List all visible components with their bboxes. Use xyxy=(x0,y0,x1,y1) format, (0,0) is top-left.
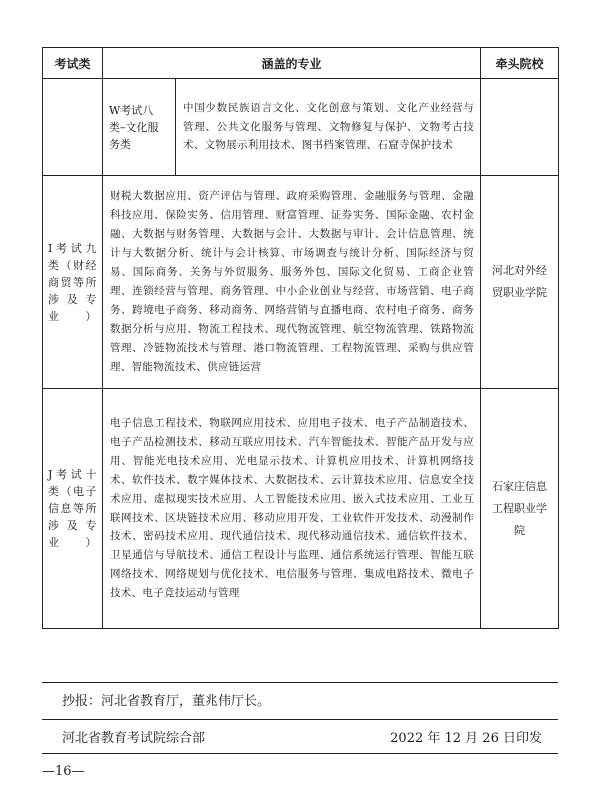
header-majors: 涵盖的专业 xyxy=(103,48,481,79)
table-row xyxy=(43,79,559,176)
page-number: —16— xyxy=(42,764,85,779)
table-row xyxy=(43,176,559,389)
divider-line xyxy=(42,719,558,720)
cc-line: 抄报：河北省教育厅，董兆伟厅长。 xyxy=(62,694,271,709)
majors-cell: 电子信息工程技术、物联网应用技术、应用电子技术、电子产品制造技术、电子产品检测技术、移动互联应用技术、汽车智能技术、智能产品开发与应用、智能光电技术应用、光电显示技术、计算机应用技术、计算机网络技术、软件技术、数字媒体技术、大数据技术、云计算技术应用、信息安全技术应用、虚拟现实技术应用、人工智能技术应用、嵌入式技术应用、工业互联网技术、区块链技术应用、移动应用开发、工业软件开发技术、动漫制作技术、密码技术应用、现代通信技术、现代移动通信技术、通信软件技术、卫星通信与导航技术、通信工程设计与监理、通信系统运行管理、智能互联网络技术、网络规划与优化技术、电信服务与管理、集成电路技术、微电子技术、电子竞技运动与管理 xyxy=(103,389,481,629)
school-cell: 石家庄信息工程职业学院 xyxy=(481,389,559,629)
header-category: 考试类 xyxy=(43,48,103,79)
divider-line xyxy=(42,682,558,683)
majors-cell: 中国少数民族语言文化、文化创意与策划、文化产业经营与管理、公共文化服务与管理、文物修复与保护、文物考古技术、文物展示利用技术、图书档案管理、石窟寺保护技术 xyxy=(176,79,481,176)
header-school: 牵头院校 xyxy=(481,48,559,79)
table-header-row xyxy=(43,48,559,79)
school-cell xyxy=(481,79,559,176)
category-cell: J考试十类（电子信息等所涉及专业） xyxy=(43,389,103,629)
category-cell: I考试九类（财经商贸等所涉及专业） xyxy=(43,176,103,389)
divider-line xyxy=(42,753,558,754)
category-cell: W考试八类–文化服务类 xyxy=(103,79,176,176)
empty-cell xyxy=(43,79,103,176)
majors-table xyxy=(42,47,559,629)
school-cell: 河北对外经贸职业学院 xyxy=(481,176,559,389)
print-date: 2022 年 12 月 26 日印发 xyxy=(390,731,542,746)
majors-cell: 财税大数据应用、资产评估与管理、政府采购管理、金融服务与管理、金融科技应用、保险实务、信用管理、财富管理、证券实务、国际金融、农村金融、大数据与财务管理、大数据与会计、大数据与审计、会计信息管理、统计与大数据分析、统计与会计核算、市场调查与统计分析、国际经济与贸易、国际商务、关务与外贸服务、服务外包、国际文化贸易、工商企业管理、连锁经营与管理、商务管理、中小企业创业与经营、市场营销、电子商务、跨境电子商务、移动商务、网络营销与直播电商、农村电子商务、商务数据分析与应用、物流工程技术、现代物流管理、航空物流管理、铁路物流管理、冷链物流技术与管理、港口物流管理、工程物流管理、采购与供应管理、智能物流技术、供应链运营 xyxy=(103,176,481,389)
table-row xyxy=(43,389,559,629)
issuer: 河北省教育考试院综合部 xyxy=(62,731,206,746)
